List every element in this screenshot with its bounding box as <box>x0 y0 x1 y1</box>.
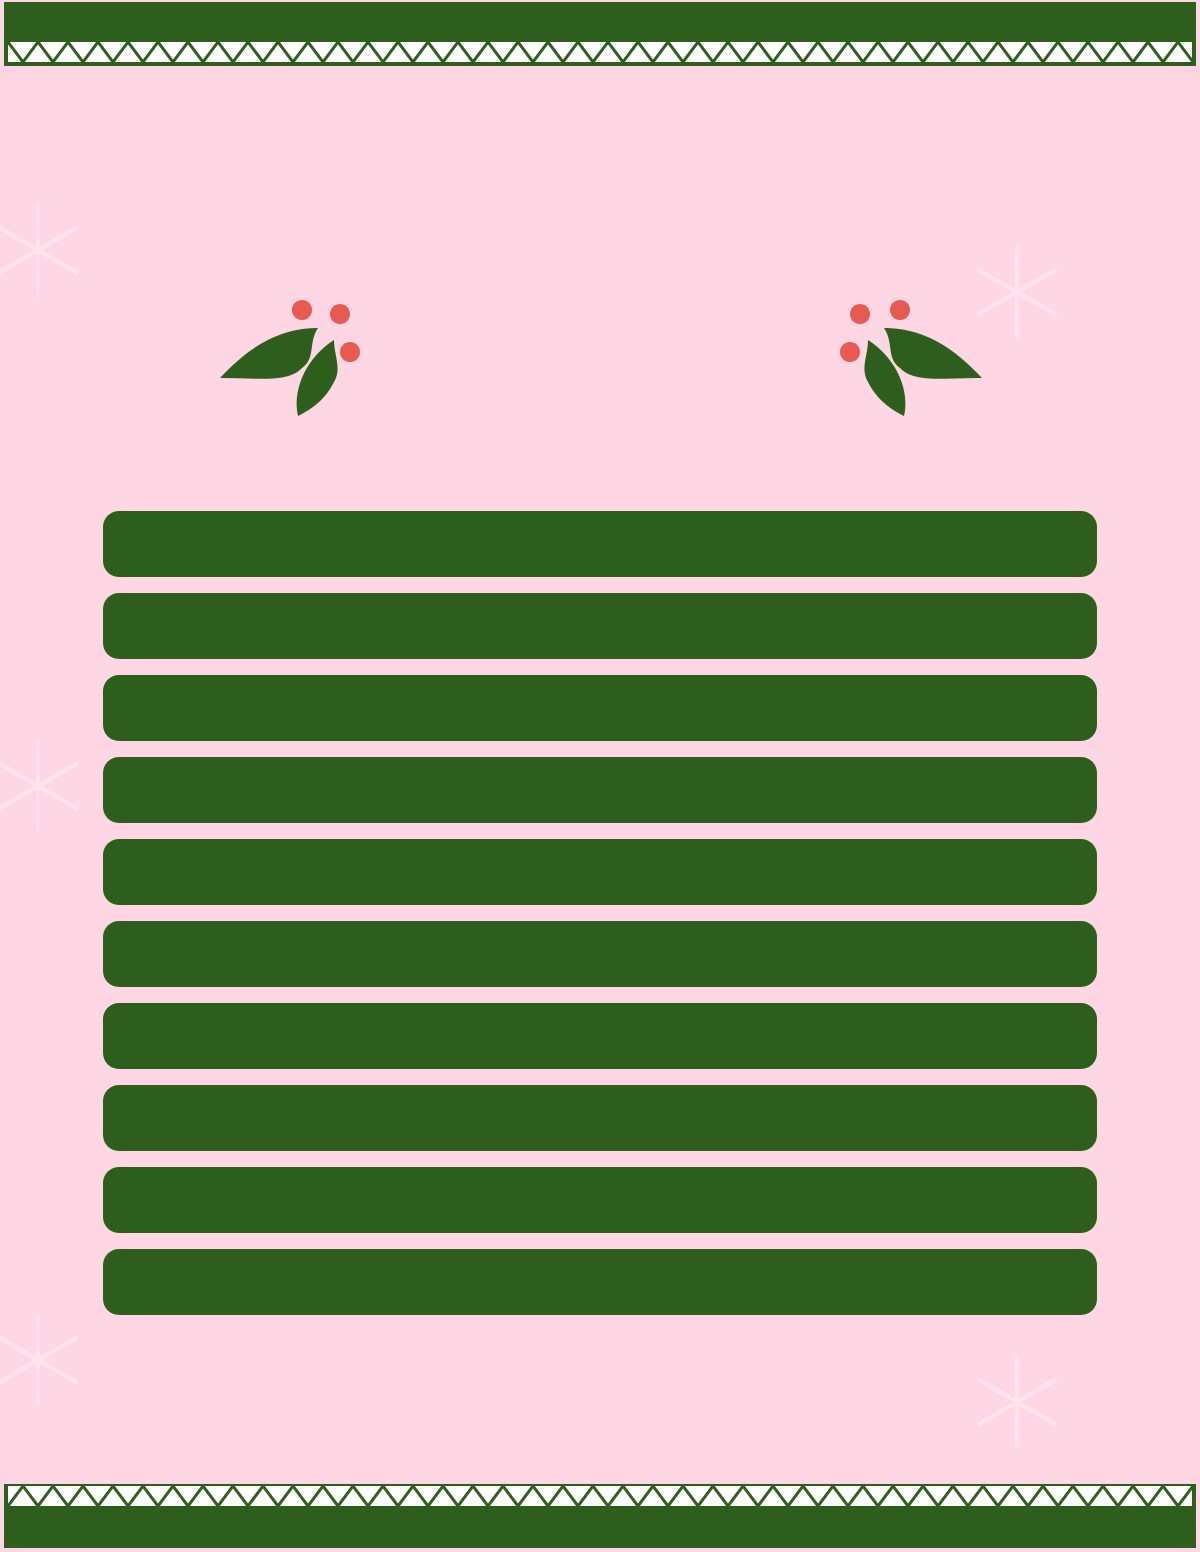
bottom-border-band <box>4 1484 1196 1548</box>
holly-icon <box>836 298 984 422</box>
schedule-row <box>103 593 1097 659</box>
bottom-border-pattern <box>4 1484 1196 1548</box>
snowflake-icon <box>975 244 1059 340</box>
top-border-band <box>4 2 1196 66</box>
top-border-pattern <box>4 2 1196 66</box>
schedule-row <box>103 1167 1097 1233</box>
schedule-row <box>103 839 1097 905</box>
schedule-row <box>103 511 1097 577</box>
snowflake-icon <box>0 738 80 834</box>
schedule-row <box>103 757 1097 823</box>
snowflake-icon <box>0 1312 80 1408</box>
schedule-row <box>103 921 1097 987</box>
schedule-list <box>103 511 1097 1331</box>
snowflake-icon <box>0 200 80 300</box>
holly-icon <box>218 298 366 422</box>
schedule-row <box>103 1003 1097 1069</box>
schedule-row <box>103 675 1097 741</box>
snowflake-icon <box>975 1354 1059 1450</box>
schedule-row <box>103 1249 1097 1315</box>
schedule-row <box>103 1085 1097 1151</box>
